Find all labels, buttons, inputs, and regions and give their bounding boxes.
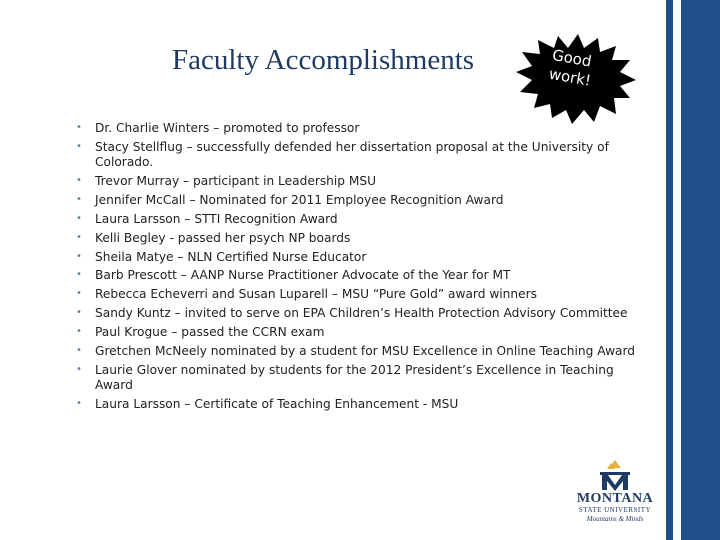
list-item-text: Laurie Glover nominated by students for the 2012 President’s Excellence in Teaching Award — [95, 363, 614, 392]
bullet-icon: • — [76, 122, 82, 133]
slide-title: Faculty Accomplishments — [172, 44, 475, 76]
good-work-badge — [512, 34, 640, 124]
list-item-text: Rebecca Echeverri and Susan Luparell – MSU “Pure Gold” award winners — [95, 287, 537, 302]
list-item-text: Kelli Begley - passed her psych NP boards — [95, 230, 351, 245]
bullet-icon: • — [76, 193, 82, 205]
bullet-icon: • — [76, 269, 82, 281]
msu-logo — [570, 460, 660, 535]
list-item — [76, 140, 646, 169]
list-item — [76, 212, 646, 227]
list-item-text: Laura Larsson – Certificate of Teaching Enhancement - MSU — [95, 396, 459, 411]
list-item-text: Trevor Murray – participant in Leadership MSU — [95, 173, 377, 188]
bullet-icon: • — [76, 364, 82, 376]
accomplishments-list — [76, 121, 646, 416]
accent-bar-wide — [681, 0, 720, 540]
list-item-text: Sheila Matye – NLN Certified Nurse Educator — [95, 249, 367, 264]
list-item — [76, 397, 646, 412]
list-item-text: Dr. Charlie Winters – promoted to professor — [95, 121, 360, 135]
list-item — [76, 287, 646, 302]
bullet-icon: • — [76, 288, 82, 300]
logo-line3: Mountains & Minds — [586, 515, 644, 523]
logo-line2: STATE UNIVERSITY — [578, 506, 652, 514]
bullet-icon: • — [76, 140, 82, 152]
badge-text — [547, 46, 595, 91]
bullet-icon: • — [76, 231, 82, 243]
bullet-icon: • — [76, 307, 82, 319]
list-item — [76, 344, 646, 359]
list-item-text: Sandy Kuntz – invited to serve on EPA Children’s Health Protection Advisory Committee — [95, 306, 628, 321]
bullet-icon: • — [76, 250, 82, 262]
list-item — [76, 193, 646, 208]
list-item-text: Paul Krogue – passed the CCRN exam — [95, 325, 325, 340]
list-item — [76, 363, 646, 392]
list-item-text: Barb Prescott – AANP Nurse Practitioner Advocate of the Year for MT — [95, 268, 511, 283]
list-item — [76, 306, 646, 321]
badge-line2: work! — [547, 64, 593, 90]
list-item — [76, 121, 646, 136]
accent-bar-thin — [666, 0, 673, 540]
list-item-text: Stacy Stellflug – successfully defended her dissertation proposal at the University of Colorado. — [95, 139, 609, 169]
list-item — [76, 231, 646, 246]
bullet-icon: • — [76, 397, 82, 409]
list-item-text: Laura Larsson – STTI Recognition Award — [95, 211, 338, 226]
list-item — [76, 250, 646, 265]
msu-m-logo-icon — [598, 460, 632, 492]
list-item-text: Gretchen McNeely nominated by a student for MSU Excellence in Online Teaching Award — [95, 344, 636, 359]
bullet-icon: • — [76, 212, 82, 224]
badge-line1: Good — [550, 46, 593, 71]
list-item — [76, 268, 646, 283]
list-item — [76, 325, 646, 340]
list-item-text: Jennifer McCall – Nominated for 2011 Employee Recognition Award — [95, 192, 504, 207]
bullet-icon: • — [76, 326, 82, 338]
bullet-icon: • — [76, 345, 82, 357]
logo-line1: MONTANA — [576, 491, 654, 506]
list-item — [76, 174, 646, 189]
bullet-icon: • — [76, 174, 82, 186]
